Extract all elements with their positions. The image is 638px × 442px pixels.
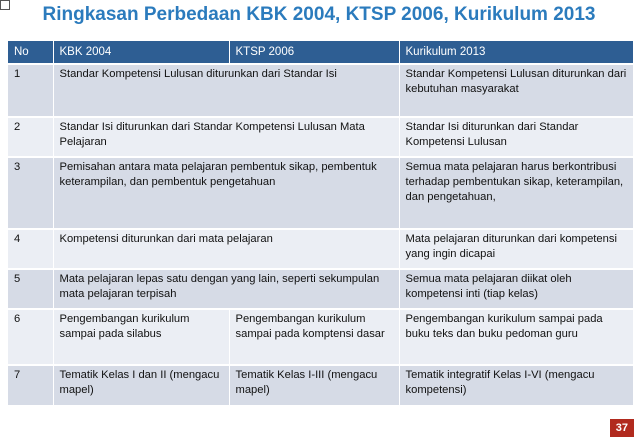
cell-kbk-ktsp: Mata pelajaran lepas satu dengan yang lain, seperti sekumpulan mata pelajaran terpisah: [53, 269, 399, 309]
page-number-badge: 37: [610, 419, 634, 437]
table-row: [8, 157, 633, 229]
row-number: 6: [8, 309, 53, 365]
cell-kurikulum-2013: Semua mata pelajaran harus berkontribusi terhadap pembentukan sikap, keterampilan, dan pengetahuan,: [399, 157, 633, 229]
cell-kbk-2004: Pengembangan kurikulum sampai pada silabus: [53, 309, 229, 365]
cell-kurikulum-2013: Standar Isi diturunkan dari Standar Kompetensi Lulusan: [399, 117, 633, 157]
cell-kbk-ktsp: Standar Kompetensi Lulusan diturunkan dari Standar Isi: [53, 64, 399, 117]
row-number: 2: [8, 117, 53, 157]
table-row: [8, 309, 633, 365]
slide-title: Ringkasan Perbedaan KBK 2004, KTSP 2006, Kurikulum 2013: [42, 4, 596, 25]
cell-kurikulum-2013: Mata pelajaran diturunkan dari kompetensi yang ingin dicapai: [399, 229, 633, 269]
cell-ktsp-2006: Tematik Kelas I-III (mengacu mapel): [229, 365, 399, 405]
table-row: [8, 64, 633, 117]
row-number: 3: [8, 157, 53, 229]
cell-kbk-ktsp: Pemisahan antara mata pelajaran pembentuk sikap, pembentuk keterampilan, dan pembentuk pengetahuan: [53, 157, 399, 229]
cell-ktsp-2006: Pengembangan kurikulum sampai pada komptensi dasar: [229, 309, 399, 365]
header-no: No: [8, 41, 53, 64]
row-number: 1: [8, 64, 53, 117]
table-row: [8, 269, 633, 309]
table-header-row: [8, 41, 633, 64]
comparison-table: [8, 41, 634, 405]
cell-kurikulum-2013: Pengembangan kurikulum sampai pada buku teks dan buku pedoman guru: [399, 309, 633, 365]
row-number: 4: [8, 229, 53, 269]
row-number: 7: [8, 365, 53, 405]
header-kurikulum-2013: Kurikulum 2013: [399, 41, 633, 64]
table-row: [8, 229, 633, 269]
table-row: [8, 365, 633, 405]
cell-kurikulum-2013: Semua mata pelajaran diikat oleh kompetensi inti (tiap kelas): [399, 269, 633, 309]
header-ktsp-2006: KTSP 2006: [229, 41, 399, 64]
row-number: 5: [8, 269, 53, 309]
cell-kbk-ktsp: Kompetensi diturunkan dari mata pelajaran: [53, 229, 399, 269]
table-row: [8, 117, 633, 157]
cell-kbk-ktsp: Standar Isi diturunkan dari Standar Kompetensi Lulusan Mata Pelajaran: [53, 117, 399, 157]
cell-kurikulum-2013: Tematik integratif Kelas I-VI (mengacu kompetensi): [399, 365, 633, 405]
cell-kbk-2004: Tematik Kelas I dan II (mengacu mapel): [53, 365, 229, 405]
cell-kurikulum-2013: Standar Kompetensi Lulusan diturunkan dari kebutuhan masyarakat: [399, 64, 633, 117]
header-kbk-2004: KBK 2004: [53, 41, 229, 64]
